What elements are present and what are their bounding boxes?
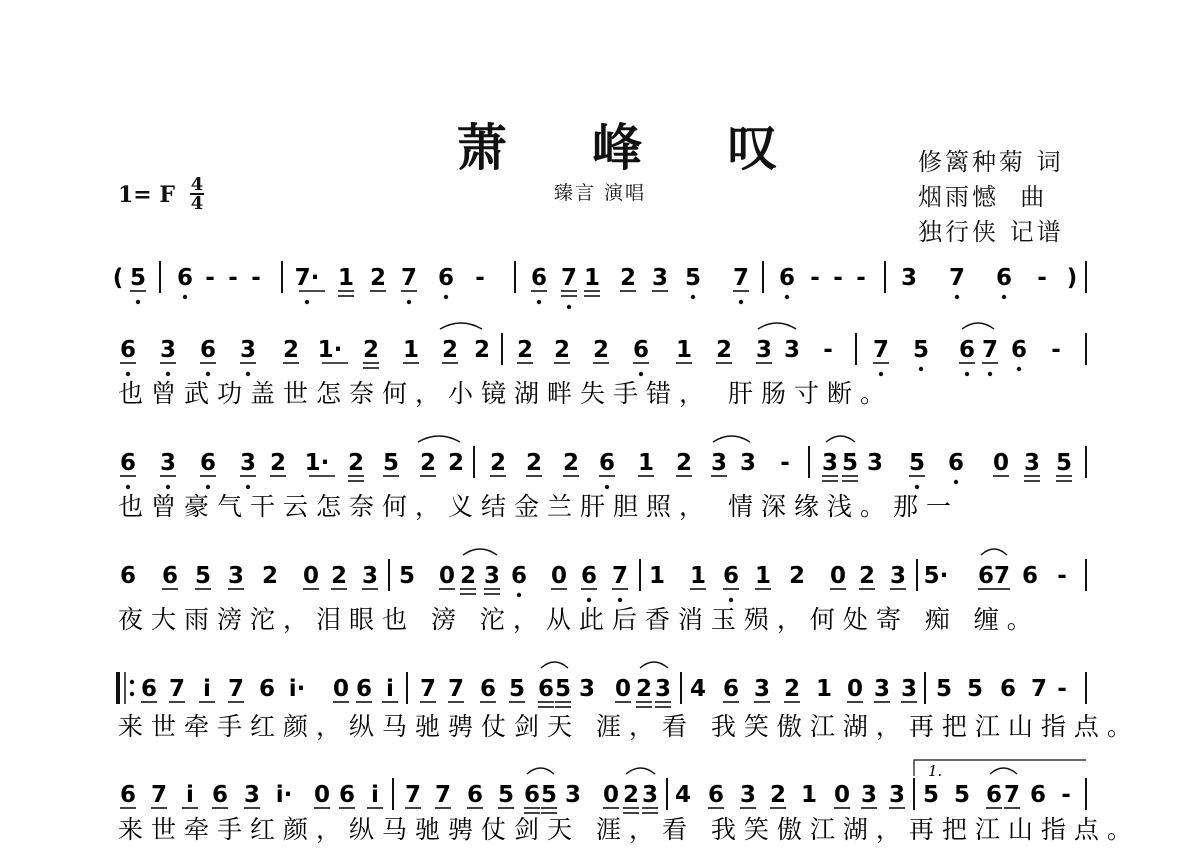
note: 5	[382, 450, 400, 476]
note: 0	[302, 563, 320, 589]
note: 6	[510, 563, 528, 589]
note: 3	[900, 265, 918, 291]
note: 1	[648, 563, 666, 589]
note: 3	[361, 563, 379, 589]
note: 4	[689, 676, 707, 702]
low-octave-dot	[246, 372, 250, 376]
note: -	[205, 265, 215, 291]
low-octave-dot	[537, 300, 541, 304]
note: 1	[689, 563, 707, 589]
note: 4	[674, 782, 692, 808]
low-octave-dot	[136, 300, 140, 304]
note: 6	[211, 782, 229, 808]
note: -	[251, 265, 261, 291]
note: 1	[637, 450, 655, 476]
note: 3	[821, 450, 839, 476]
note: 7	[732, 265, 750, 291]
note: 5	[922, 782, 940, 808]
note: 3	[159, 450, 177, 476]
note: 6	[161, 563, 179, 589]
note: 2	[489, 450, 507, 476]
note: 7·	[294, 265, 320, 291]
note: -	[1057, 676, 1067, 702]
note: 5	[684, 265, 702, 291]
note: -	[1051, 337, 1061, 363]
note: 1	[815, 676, 833, 702]
low-octave-dot	[954, 480, 958, 484]
note: 7	[611, 563, 629, 589]
low-octave-dot	[618, 598, 622, 602]
note: i	[371, 782, 379, 808]
low-octave-dot	[166, 372, 170, 376]
lyricist-credit: 修篱种菊 词	[918, 148, 1064, 176]
note: 6	[947, 450, 965, 476]
note: 5	[398, 563, 416, 589]
note: 6	[466, 782, 484, 808]
note: 2	[441, 337, 459, 363]
note: 3	[159, 337, 177, 363]
note: 3	[755, 337, 773, 363]
note: 6	[999, 676, 1017, 702]
note: 3	[239, 337, 257, 363]
note: 6	[1021, 563, 1039, 589]
note: 2	[516, 337, 534, 363]
low-octave-dot	[915, 485, 919, 489]
note: 6	[632, 337, 650, 363]
note: -	[823, 337, 833, 363]
note: i	[203, 676, 211, 702]
note: 2	[675, 450, 693, 476]
note: 6	[778, 265, 796, 291]
note: 6	[119, 337, 137, 363]
time-signature-top: 4	[190, 174, 204, 195]
note: 6	[722, 563, 740, 589]
lyric-line: 也曾武功盖世怎奈何，小镜湖畔失手错， 肝肠寸断。	[118, 379, 893, 408]
note: 7	[1030, 676, 1048, 702]
low-octave-dot	[407, 300, 411, 304]
low-octave-dot	[567, 305, 571, 309]
low-octave-dot	[1002, 295, 1006, 299]
note: 6	[437, 265, 455, 291]
note: 0	[992, 450, 1010, 476]
low-octave-dot	[729, 598, 733, 602]
note: 3	[889, 563, 907, 589]
note: 2	[783, 676, 801, 702]
time-signature-bottom: 4	[190, 193, 204, 214]
note: 7	[400, 265, 418, 291]
note: 7	[419, 676, 437, 702]
note: 2	[858, 563, 876, 589]
note: i	[386, 676, 394, 702]
tie	[713, 436, 750, 442]
low-octave-dot	[639, 372, 643, 376]
note: 7	[434, 782, 452, 808]
note: 6	[479, 676, 497, 702]
note: 6	[355, 676, 373, 702]
note: 6	[580, 563, 598, 589]
lyric-line: 来世牵手红颜，纵马驰骋仗剑天 涯，看 我笑傲江湖，再把江山指点。	[118, 815, 1140, 844]
note: 1	[800, 782, 818, 808]
note: 2	[269, 450, 287, 476]
note: 6	[530, 265, 548, 291]
note: 1	[337, 265, 355, 291]
note: 6	[119, 782, 137, 808]
note: 6	[598, 450, 616, 476]
note: 3	[578, 676, 596, 702]
note: 7	[872, 337, 890, 363]
note: 2	[619, 265, 637, 291]
note: 7	[150, 782, 168, 808]
note: 3	[641, 782, 659, 808]
note: 2	[592, 337, 610, 363]
note: 5	[194, 563, 212, 589]
note: i·	[288, 676, 306, 702]
low-octave-dot	[183, 295, 187, 299]
note: 2	[261, 563, 279, 589]
note: 5	[935, 676, 953, 702]
tie	[981, 549, 1007, 555]
note: -	[1061, 782, 1071, 808]
transcriber-credit: 独行侠 记谱	[918, 218, 1064, 246]
note: 3	[239, 450, 257, 476]
note: 6	[176, 265, 194, 291]
note: 2	[347, 450, 365, 476]
tie	[463, 549, 497, 555]
note: 7	[447, 676, 465, 702]
note: 2	[369, 265, 387, 291]
low-octave-dot	[1017, 367, 1021, 371]
note: 7	[993, 563, 1011, 589]
note: 3	[783, 337, 801, 363]
note: 2	[362, 337, 380, 363]
note: 0	[313, 782, 331, 808]
note: 2	[715, 337, 733, 363]
note: 3	[564, 782, 582, 808]
note: 2	[459, 563, 477, 589]
note: 7	[168, 676, 186, 702]
note: 7	[227, 676, 245, 702]
note: 5	[497, 782, 515, 808]
note: 1	[675, 337, 693, 363]
note: 6	[119, 450, 137, 476]
composer-credit: 烟雨憾 曲	[918, 183, 1048, 211]
low-octave-dot	[965, 372, 969, 376]
low-octave-dot	[587, 598, 591, 602]
note: 2	[419, 450, 437, 476]
note: 6	[199, 450, 217, 476]
note: 6	[523, 782, 541, 808]
note: 1	[402, 337, 420, 363]
note: -	[810, 265, 820, 291]
tie	[626, 768, 655, 774]
lyric-line: 来世牵手红颜，纵马驰骋仗剑天 涯，看 我笑傲江湖，再把江山指点。	[118, 712, 1140, 741]
repeat-dot	[130, 680, 134, 684]
note: -	[475, 265, 485, 291]
note: 6	[537, 676, 555, 702]
low-octave-dot	[879, 372, 883, 376]
note: 6	[119, 563, 137, 589]
key-signature: 1= F	[118, 182, 176, 208]
note: 0	[846, 676, 864, 702]
tie	[418, 436, 460, 442]
note: 3	[860, 782, 878, 808]
note: 3	[866, 450, 884, 476]
note: i·	[275, 782, 293, 808]
tie	[826, 436, 855, 442]
note: (	[112, 265, 124, 291]
low-octave-dot	[785, 295, 789, 299]
note: 3	[753, 676, 771, 702]
song-title: 萧 峰 叹	[456, 118, 812, 177]
tie	[440, 323, 482, 329]
note: 0	[332, 676, 350, 702]
tie	[640, 662, 668, 668]
note: 3	[739, 450, 757, 476]
low-octave-dot	[739, 300, 743, 304]
low-octave-dot	[691, 295, 695, 299]
note: 1·	[317, 337, 343, 363]
note: 3	[243, 782, 261, 808]
note: 2	[622, 782, 640, 808]
note: 3	[710, 450, 728, 476]
note: 0	[829, 563, 847, 589]
note: 2	[562, 450, 580, 476]
singer-credit: 臻言 演唱	[553, 182, 647, 204]
note: 0	[602, 782, 620, 808]
note: 6	[1029, 782, 1047, 808]
volta-label: 1.	[928, 762, 943, 780]
note: -	[228, 265, 238, 291]
low-octave-dot	[166, 485, 170, 489]
note: 5	[908, 450, 926, 476]
lyric-line: 夜大雨滂沱，泪眼也 滂 沱，从此后香消玉殒，何处寄 痴 缠。	[118, 605, 1040, 634]
note: 3	[483, 563, 501, 589]
note: 0	[833, 782, 851, 808]
note: -	[780, 450, 790, 476]
note: 5	[129, 265, 147, 291]
note: 5	[912, 337, 930, 363]
note: 3	[873, 676, 891, 702]
note: 6	[199, 337, 217, 363]
note: 5	[966, 676, 984, 702]
note: 7	[981, 337, 999, 363]
note: 3	[739, 782, 757, 808]
note: 3	[227, 563, 245, 589]
note: -	[833, 265, 843, 291]
note: 7	[404, 782, 422, 808]
note: 7	[948, 265, 966, 291]
note: )	[1066, 265, 1078, 291]
note: -	[1057, 563, 1067, 589]
note: 7	[1003, 782, 1021, 808]
note: 2	[473, 337, 491, 363]
repeat-dot	[130, 692, 134, 696]
lyric-line: 也曾豪气干云怎奈何，义结金兰肝胆照， 情深缘浅。那一	[118, 492, 959, 521]
low-octave-dot	[605, 485, 609, 489]
note: 5	[1055, 450, 1073, 476]
low-octave-dot	[246, 485, 250, 489]
note: 7	[560, 265, 578, 291]
tie	[962, 323, 994, 329]
tie	[990, 768, 1017, 774]
note: 1	[583, 265, 601, 291]
note: 5	[953, 782, 971, 808]
low-octave-dot	[919, 367, 923, 371]
note: 0	[614, 676, 632, 702]
note: 6	[1010, 337, 1028, 363]
note: 3	[888, 782, 906, 808]
note: 6	[995, 265, 1013, 291]
note: 3	[651, 265, 669, 291]
tie	[527, 768, 554, 774]
note: 6	[985, 782, 1003, 808]
low-octave-dot	[126, 485, 130, 489]
note: 6	[958, 337, 976, 363]
note: 1	[754, 563, 772, 589]
note: 6	[722, 676, 740, 702]
low-octave-dot	[206, 372, 210, 376]
note: 3	[654, 676, 672, 702]
note: 2	[769, 782, 787, 808]
note: 2	[788, 563, 806, 589]
note: 6	[707, 782, 725, 808]
low-octave-dot	[305, 300, 309, 304]
tie	[541, 662, 568, 668]
note: 3	[1023, 450, 1041, 476]
note: -	[1037, 265, 1047, 291]
note: 6	[338, 782, 356, 808]
note: 2	[635, 676, 653, 702]
note: -	[856, 265, 866, 291]
note: 2	[553, 337, 571, 363]
note: 2	[330, 563, 348, 589]
low-octave-dot	[126, 372, 130, 376]
low-octave-dot	[517, 593, 521, 597]
note: 2	[525, 450, 543, 476]
low-octave-dot	[988, 372, 992, 376]
note: i	[186, 782, 194, 808]
note: 6	[977, 563, 995, 589]
low-octave-dot	[444, 295, 448, 299]
note: 0	[550, 563, 568, 589]
note: 5	[841, 450, 859, 476]
low-octave-dot	[955, 295, 959, 299]
note: 5	[508, 676, 526, 702]
note: 2	[282, 337, 300, 363]
note: 1·	[304, 450, 330, 476]
note: 6	[258, 676, 276, 702]
note: 5	[540, 782, 558, 808]
note: 5·	[923, 563, 949, 589]
tie	[758, 323, 796, 329]
low-octave-dot	[206, 485, 210, 489]
note: 0	[438, 563, 456, 589]
note: 3	[900, 676, 918, 702]
note: 5	[554, 676, 572, 702]
note: 6	[140, 676, 158, 702]
note: 2	[447, 450, 465, 476]
